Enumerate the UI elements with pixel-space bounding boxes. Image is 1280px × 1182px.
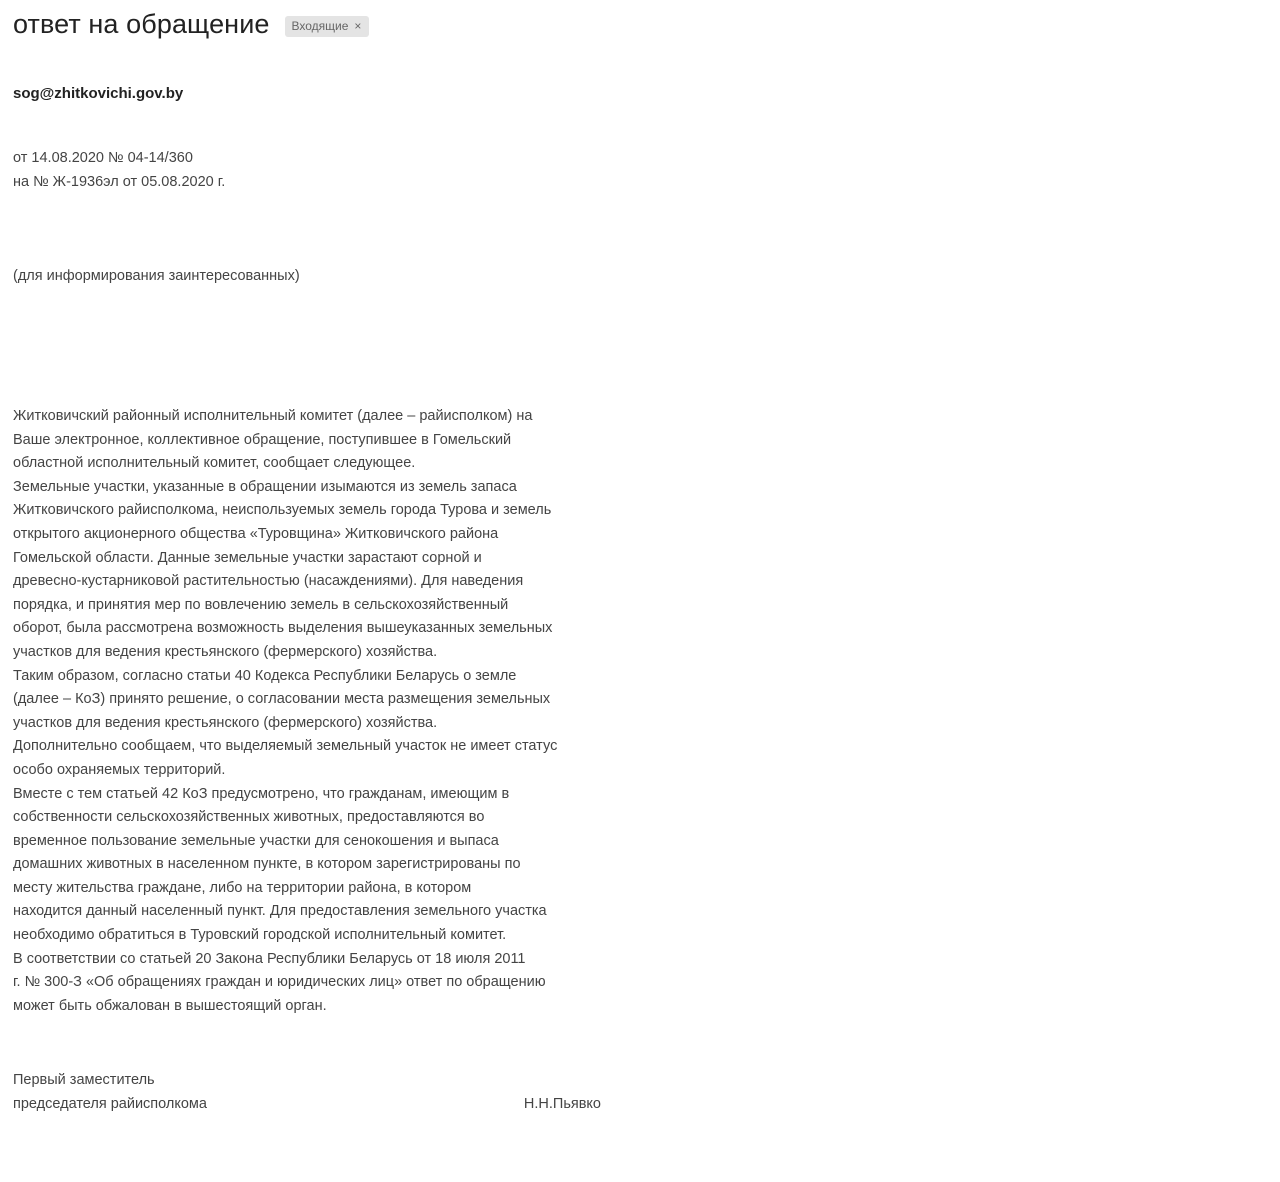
body-line: Вместе с тем статьей 42 КоЗ предусмотрено, что гражданам, имеющим в [13, 785, 510, 802]
signature-name-row [13, 1092, 633, 1116]
body-line: домашних животных в населенном пункте, в котором зарегистрированы по [13, 856, 521, 873]
info-note: (для информирования заинтересованных) [13, 268, 300, 284]
body-line: Житковичский районный исполнительный комитет (далее – райисполком) на [13, 408, 533, 424]
signature-position-row [13, 1068, 633, 1092]
reference-outgoing: от 14.08.2020 № 04-14/360 [13, 150, 193, 166]
body-line: Гомельской области. Данные земельные участки зарастают сорной и [13, 549, 482, 566]
letter-body [13, 405, 673, 1018]
body-line: необходимо обратиться в Туровский городской исполнительный комитет. [13, 927, 507, 944]
signature-name: Н.Н.Пьявко [523, 1096, 601, 1112]
body-line: Земельные участки, указанные в обращении изымаются из земель запаса [13, 478, 517, 495]
body-line: участков для ведения крестьянского (фермерского) хозяйства. [13, 714, 438, 731]
body-line: особо охраняемых территорий. [13, 761, 226, 778]
body-line: г. № 300-З «Об обращениях граждан и юридических лиц» ответ по обращению [13, 974, 546, 991]
signature-position-detail: председателя райисполкома [13, 1096, 207, 1112]
email-subject: ответ на обращение [13, 9, 270, 39]
body-line: месту жительства граждане, либо на территории района, в котором [13, 879, 472, 896]
inbox-label-text: Входящие [291, 18, 349, 33]
body-line: временное пользование земельные участки для сенокошения и выпаса [13, 832, 499, 849]
body-line: областной исполнительный комитет, сообщает следующее. [13, 455, 416, 472]
body-line: собственности сельскохозяйственных животных, предоставляются во [13, 809, 485, 826]
body-line: оборот, была рассмотрена возможность выделения вышеуказанных земельных [13, 620, 553, 637]
sender-address[interactable]: sog@zhitkovichi.gov.by [13, 85, 184, 102]
reference-incoming: на № Ж-1936эл от 05.08.2020 г. [13, 174, 226, 190]
subject-row [13, 6, 369, 42]
body-line: участков для ведения крестьянского (фермерского) хозяйства. [13, 643, 438, 660]
body-line: (далее – КоЗ) принято решение, о согласовании места размещения земельных [13, 691, 551, 708]
inbox-label-chip[interactable] [285, 16, 370, 37]
remove-label-icon[interactable]: × [354, 18, 362, 33]
body-line: Ваше электронное, коллективное обращение, поступившее в Гомельский [13, 431, 512, 448]
signature-position: Первый заместитель [13, 1072, 155, 1088]
body-line: Дополнительно сообщаем, что выделяемый земельный участок не имеет статус [13, 738, 558, 755]
body-line: Житковичского райисполкома, неиспользуемых земель города Турова и земель [13, 502, 552, 519]
body-line: находится данный населенный пункт. Для предоставления земельного участка [13, 903, 547, 920]
body-line: В соответствии со статьей 20 Закона Республики Беларусь от 18 июля 2011 [13, 950, 526, 967]
signature-block [13, 1068, 633, 1116]
body-line: порядка, и принятия мер по вовлечению земель в сельскохозяйственный [13, 596, 509, 613]
letter-reference [13, 146, 225, 194]
body-line: Таким образом, согласно статьи 40 Кодекса Республики Беларусь о земле [13, 667, 517, 684]
body-line: древесно-кустарниковой растительностью (насаждениями). Для наведения [13, 573, 524, 590]
body-line: открытого акционерного общества «Туровщина» Житковичского района [13, 525, 499, 542]
body-line: может быть обжалован в вышестоящий орган. [13, 997, 327, 1014]
